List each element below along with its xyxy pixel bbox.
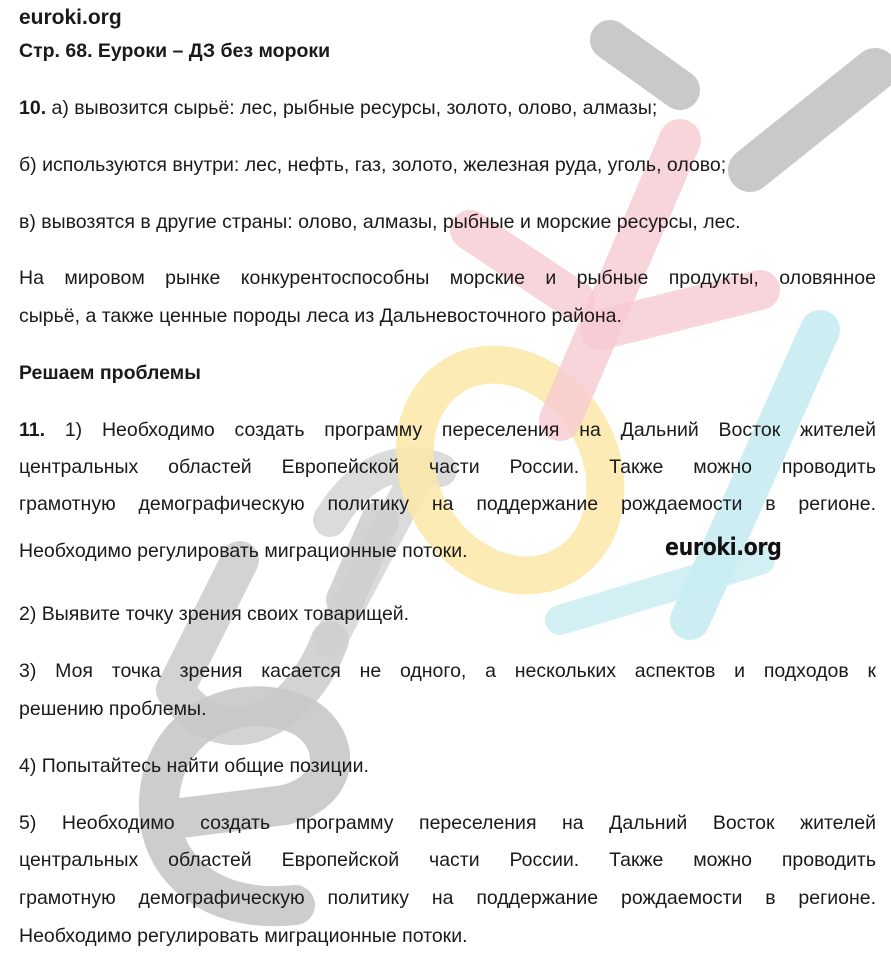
task11-p4: 4) Попытайтесь найти общие позиции.: [19, 755, 369, 777]
task10-number: 10.: [19, 97, 47, 119]
task10-line-a: [19, 96, 657, 120]
task10-paragraph-line-1: На мировом рынке конкурентоспособны морские и рыбные продукты, оловянное: [19, 267, 876, 289]
task11-p1-line-4: Необходимо регулировать миграционные потоки.: [19, 540, 468, 562]
task11-p1-line-1-text: 1) Необходимо создать программу переселения на Дальний Восток жителей: [45, 419, 876, 441]
task11-p3-line-1: 3) Моя точка зрения касается не одного, а нескольких аспектов и подходов к: [19, 660, 876, 682]
task11-p5-line-3: грамотную демографическую политику на поддержание рождаемости в регионе.: [19, 887, 876, 909]
task11-p1-line-1: [19, 418, 876, 442]
task11-p1-line-2: центральных областей Европейской части России. Также можно проводить: [19, 456, 876, 478]
task11-p5-line-2: центральных областей Европейской части России. Также можно проводить: [19, 849, 876, 871]
site-name: euroki.org: [19, 6, 122, 29]
page-subtitle: Стр. 68. Еуроки – ДЗ без мороки: [19, 40, 331, 62]
task10-line-b: б) используются внутри: лес, нефть, газ, золото, железная руда, уголь, олово;: [19, 154, 727, 176]
task10-a-text: а) вывозится сырьё: лес, рыбные ресурсы, золото, олово, алмазы;: [46, 97, 658, 119]
task11-p5-line-4: Необходимо регулировать миграционные потоки.: [19, 925, 468, 947]
task11-p1-line-3: грамотную демографическую политику на поддержание рождаемости в регионе.: [19, 493, 876, 515]
task10-line-c: в) вывозятся в другие страны: олово, алмазы, рыбные и морские ресурсы, лес.: [19, 211, 741, 233]
task11-p5-line-1: 5) Необходимо создать программу переселения на Дальний Восток жителей: [19, 812, 876, 834]
task11-p2: 2) Выявите точку зрения своих товарищей.: [19, 603, 410, 625]
section-title: Решаем проблемы: [19, 362, 201, 384]
task11-number: 11.: [19, 419, 46, 441]
euroki-stamp: euroki.org: [665, 533, 782, 561]
task10-paragraph-line-2: сырьё, а также ценные породы леса из Дальневосточного района.: [19, 305, 622, 327]
task11-p3-line-2: решению проблемы.: [19, 698, 207, 720]
